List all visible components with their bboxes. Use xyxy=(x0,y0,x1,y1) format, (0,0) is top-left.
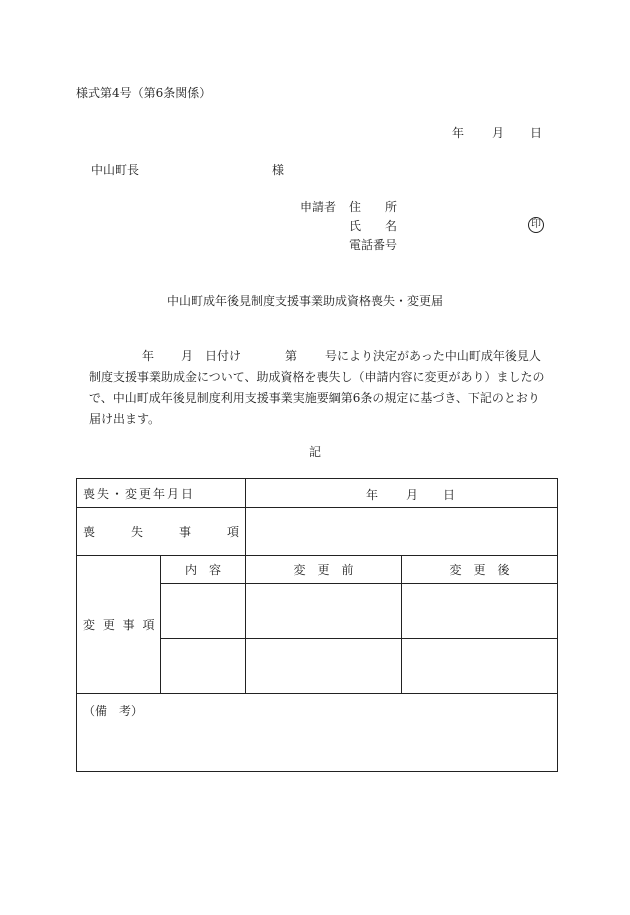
header-content: 内 容 xyxy=(161,556,246,584)
date-day: 日 xyxy=(530,126,543,140)
document-title: 中山町成年後見制度支援事業助成資格喪失・変更届 xyxy=(167,294,444,308)
body-date-suffix: 日付け xyxy=(205,349,242,363)
form-table xyxy=(76,478,558,772)
change-content-cell-1[interactable] xyxy=(161,584,246,639)
addressee-name: 中山町長 xyxy=(91,163,140,177)
loss-item-field[interactable] xyxy=(246,508,558,556)
applicant-label: 申請者 xyxy=(300,200,337,214)
ki-heading: 記 xyxy=(309,445,322,459)
loss-date-year: 年 xyxy=(366,488,379,502)
change-before-cell-1[interactable] xyxy=(246,584,402,639)
change-item-label: 変 更 事 項 xyxy=(77,556,161,694)
addressee-honorific: 様 xyxy=(272,163,285,177)
loss-item-label: 喪 失 事 項 xyxy=(77,508,246,556)
header-before: 変 更 前 xyxy=(246,556,402,584)
date-month: 月 xyxy=(492,126,505,140)
header-after: 変 更 後 xyxy=(402,556,558,584)
body-line-4: 届け出ます。 xyxy=(89,412,161,426)
body-line-2: 制度支援事業助成金について、助成資格を喪失し（申請内容に変更があり）ましたの xyxy=(89,370,545,384)
loss-date-field[interactable] xyxy=(246,479,558,508)
table-row xyxy=(77,556,558,584)
loss-date-day: 日 xyxy=(443,488,456,502)
seal-mark: 印 xyxy=(528,217,544,233)
date-year: 年 xyxy=(452,126,465,140)
table-row xyxy=(77,479,558,508)
form-number: 様式第4号（第6条関係） xyxy=(76,86,212,100)
table-row xyxy=(77,508,558,556)
change-after-cell-2[interactable] xyxy=(402,639,558,694)
body-number-prefix: 第 xyxy=(285,349,298,363)
change-after-cell-1[interactable] xyxy=(402,584,558,639)
name-label: 氏 名 xyxy=(349,219,398,233)
change-content-cell-2[interactable] xyxy=(161,639,246,694)
body-line-1-rest: 号により決定があった中山町成年後見人 xyxy=(325,349,541,363)
loss-date-label: 喪失・変更年月日 xyxy=(77,479,246,508)
phone-label: 電話番号 xyxy=(349,238,398,252)
remarks-field[interactable] xyxy=(77,694,558,772)
change-before-cell-2[interactable] xyxy=(246,639,402,694)
address-label: 住 所 xyxy=(349,200,398,214)
body-line-3: で、中山町成年後見制度利用支援事業実施要綱第6条の規定に基づき、下記のとおり xyxy=(89,391,540,405)
remarks-label: （備 考） xyxy=(83,704,144,718)
body-month: 月 xyxy=(181,349,194,363)
loss-date-month: 月 xyxy=(406,488,419,502)
body-year: 年 xyxy=(142,349,155,363)
table-row xyxy=(77,694,558,772)
